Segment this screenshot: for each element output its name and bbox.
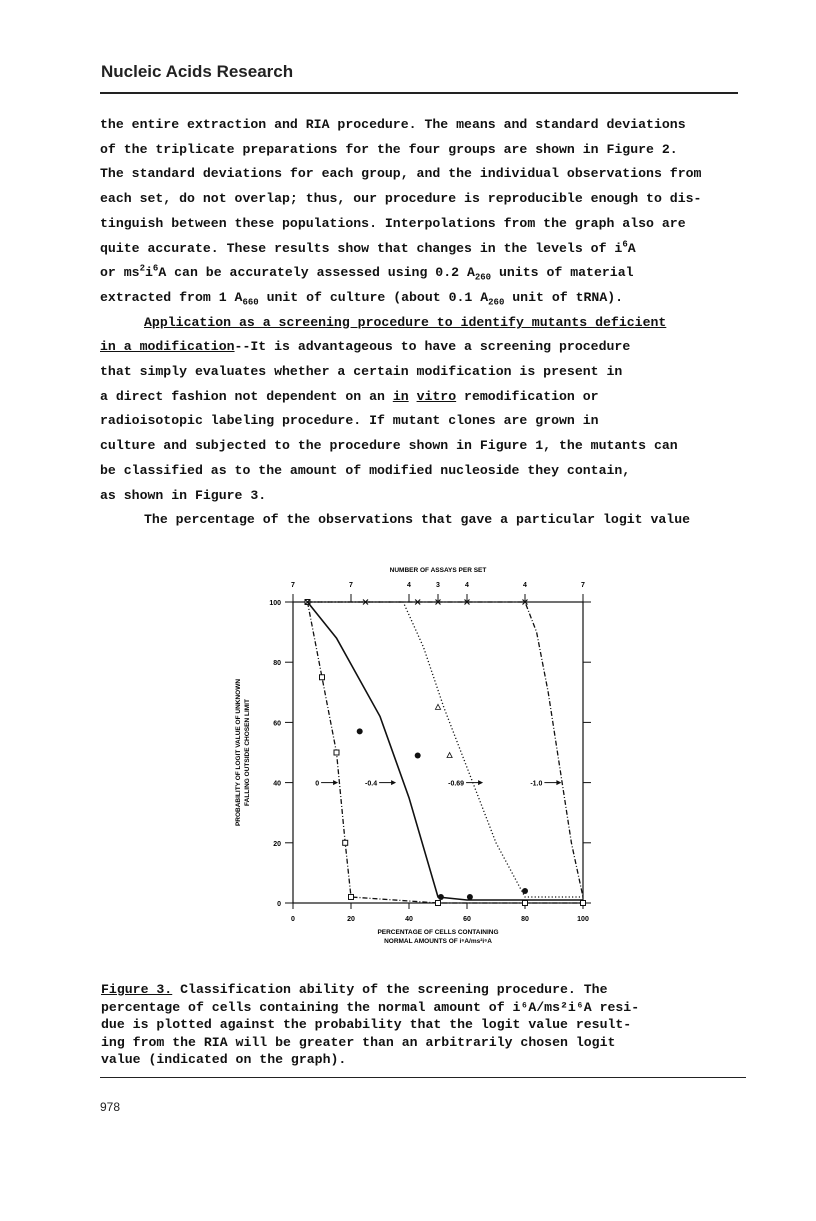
italic-term: vitro [416, 388, 457, 404]
x-tick-label: 60 [463, 916, 471, 923]
text-span: extracted from 1 A [100, 289, 243, 305]
text-line: radioisotopic labeling procedure. If mutant clones are grown in [100, 413, 599, 429]
limit-arrowhead [391, 780, 396, 785]
caption-text: Classification ability of the screening procedure. The [172, 982, 608, 997]
y-axis-label: FALLING OUTSIDE CHOSEN LIMIT [244, 699, 251, 806]
caption-line: due is plotted against the probability that the logit value result- [101, 1017, 632, 1032]
series-line [308, 602, 584, 897]
superscript: 6 [152, 263, 159, 274]
italic-term: in [392, 388, 409, 404]
y-tick-label: 0 [277, 901, 281, 908]
assay-count-label: 7 [349, 582, 353, 589]
text-span: or ms [100, 265, 140, 281]
text-span: A [627, 240, 636, 256]
text-span: i [144, 265, 153, 281]
x-tick-label: 20 [347, 916, 355, 923]
body-text [100, 113, 730, 533]
subscript: 260 [488, 297, 505, 308]
page-number: 978 [100, 1100, 121, 1114]
assay-count-label: 3 [436, 582, 440, 589]
caption-label: Figure 3. [101, 982, 173, 997]
figure-3-chart [228, 560, 600, 950]
text-span: --It is advantageous to have a screening procedure [234, 339, 631, 355]
limit-label: -0.69 [448, 780, 465, 788]
data-point-triangle [447, 753, 452, 758]
journal-header: Nucleic Acids Research [101, 62, 294, 81]
text-line [100, 311, 730, 336]
series-line [308, 602, 584, 903]
data-point-dot [415, 753, 421, 759]
x-tick-label: 80 [521, 916, 529, 923]
limit-label: 0 [315, 780, 320, 788]
x-axis-label: NORMAL AMOUNTS OF i⁶A/ms²i⁶A [384, 938, 492, 945]
text-line: The percentage of the observations that gave a particular logit value [144, 512, 691, 528]
caption-line: percentage of cells containing the normal amount of i⁶A/ms²i⁶A resi- [101, 999, 640, 1015]
text-line: be classified as to the amount of modified nucleoside they contain, [100, 462, 631, 478]
assay-count-label: 4 [407, 582, 411, 589]
figure-caption [101, 981, 731, 1069]
y-tick-label: 80 [273, 660, 281, 668]
limit-arrowhead [333, 780, 338, 785]
superscript: 2 [139, 263, 145, 274]
series-line [308, 602, 584, 897]
text-span [409, 389, 417, 404]
data-point-square [581, 901, 586, 906]
section-heading: Application as a screening procedure to identify mutants deficient [144, 314, 667, 330]
x-tick-label: 0 [291, 916, 295, 923]
limit-arrowhead [478, 780, 483, 785]
data-point-dot [357, 728, 363, 734]
data-point-dot [522, 888, 528, 894]
text-line [100, 385, 730, 410]
data-point-square [320, 675, 325, 680]
text-span: units of material [491, 265, 634, 281]
assay-count-label: 4 [465, 582, 469, 589]
x-tick-label: 40 [405, 916, 413, 923]
caption-line: ing from the RIA will be greater than an arbitrarily chosen logit [101, 1034, 616, 1050]
text-line: the entire extraction and RIA procedure. The means and standard deviations [100, 117, 686, 132]
y-tick-label: 100 [269, 600, 281, 607]
y-axis-label: PROBABILITY OF LOGIT VALUE OF UNKNOWN [235, 678, 242, 827]
data-point-triangle [435, 704, 440, 709]
text-span: unit of tRNA). [504, 289, 624, 305]
data-point-dot [467, 894, 473, 900]
data-point-dot [438, 894, 444, 900]
text-span: unit of culture (about 0.1 A [258, 289, 489, 305]
header-rule [100, 92, 738, 94]
caption-line: value (indicated on the graph). [101, 1052, 347, 1067]
data-point-square [343, 840, 348, 845]
limit-arrowhead [556, 780, 561, 785]
text-line [100, 286, 730, 311]
text-span: a direct fashion not dependent on an [100, 388, 393, 404]
y-tick-label: 60 [273, 720, 281, 728]
chart-svg [228, 560, 600, 950]
text-line: The standard deviations for each group, and the individual observations from [100, 166, 702, 182]
text-line [100, 261, 730, 286]
y-tick-label: 20 [273, 840, 281, 848]
superscript: 6 [622, 239, 628, 250]
text-line: tinguish between these populations. Interpolations from the graph also are [100, 215, 686, 231]
assay-count-label: 7 [581, 582, 585, 589]
assay-count-label: 7 [291, 582, 295, 589]
text-line: culture and subjected to the procedure shown in Figure 1, the mutants can [100, 438, 678, 454]
footer-rule [100, 1077, 746, 1078]
text-line: of the triplicate preparations for the four groups are shown in Figure 2. [100, 141, 678, 157]
text-line: as shown in Figure 3. [100, 487, 267, 503]
subscript: 260 [474, 272, 492, 283]
text-span: quite accurate. These results show that changes in the levels of i [100, 240, 623, 256]
text-line: that simply evaluates whether a certain modification is present in [100, 364, 623, 380]
data-point-square [349, 894, 354, 899]
subscript: 660 [242, 297, 259, 308]
assay-count-label: 4 [523, 582, 527, 589]
text-span: remodification or [456, 388, 599, 404]
text-span: A can be accurately assessed using 0.2 A [158, 265, 475, 281]
section-heading: in a modification [100, 339, 235, 355]
x-tick-label: 100 [577, 916, 589, 923]
y-tick-label: 40 [273, 780, 281, 788]
text-line [100, 237, 730, 262]
text-line: each set, do not overlap; thus, our procedure is reproducible enough to dis- [100, 191, 702, 207]
text-line [100, 335, 730, 360]
limit-label: -1.0 [530, 780, 543, 788]
x-axis-label: PERCENTAGE OF CELLS CONTAINING [377, 929, 499, 936]
series-line [308, 602, 584, 900]
data-point-square [334, 750, 339, 755]
chart-title: NUMBER OF ASSAYS PER SET [389, 567, 487, 574]
caption-line [101, 981, 731, 999]
data-point-square [436, 901, 441, 906]
limit-label: -0.4 [365, 780, 378, 788]
data-point-square [523, 901, 528, 906]
